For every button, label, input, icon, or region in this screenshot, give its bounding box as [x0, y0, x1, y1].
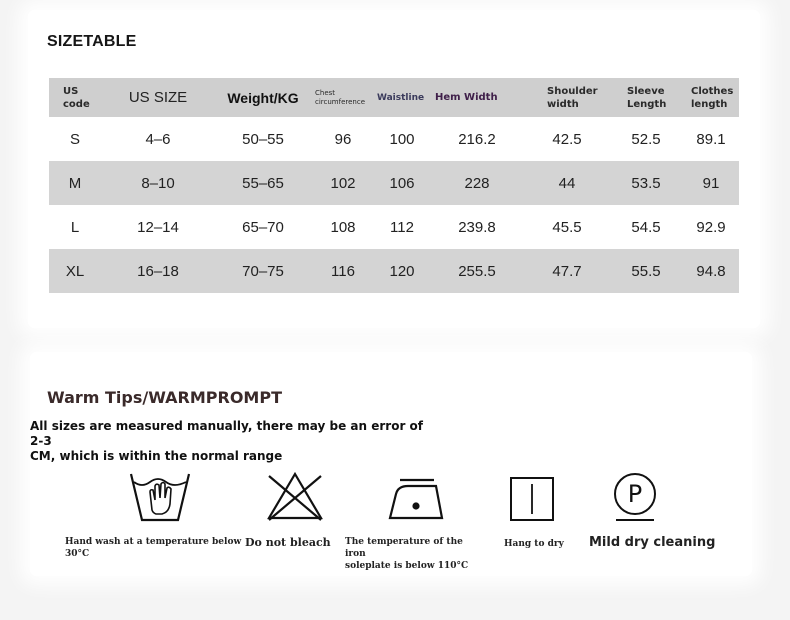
header-shoulder-width: Shoulder width	[547, 85, 598, 110]
header-us-size: US SIZE	[128, 89, 188, 106]
cell-us-size: 16–18	[137, 262, 179, 280]
dry-clean-symbol: P	[627, 480, 643, 508]
iron-icon	[386, 470, 448, 524]
header-hem-width: Hem Width	[435, 92, 498, 103]
cell-hem: 216.2	[458, 130, 496, 148]
hang-dry-icon	[508, 470, 556, 524]
cell-us-size: 8–10	[141, 174, 175, 192]
header-sleeve-length: Sleeve Length	[627, 85, 667, 110]
cell-sleeve: 55.5	[631, 262, 661, 280]
cell-chest: 102	[330, 174, 356, 192]
measurement-note: All sizes are measured manually, there may be an error of 2-3 CM, which is within the normal range	[30, 419, 423, 463]
hand-wash-label: Hand wash at a temperature below 30°C	[65, 537, 242, 559]
cell-weight: 50–55	[242, 130, 284, 148]
cell-chest: 108	[330, 218, 356, 236]
cell-us-size: 4–6	[145, 130, 171, 148]
hang-dry-label: Hang to dry	[504, 539, 564, 549]
header-weight: Weight/KG	[227, 89, 299, 106]
header-us-code: US code	[63, 85, 90, 110]
no-bleach-label: Do not bleach	[245, 536, 331, 549]
cell-hem: 228	[464, 174, 490, 192]
cell-sleeve: 52.5	[631, 130, 661, 148]
cell-shoulder: 47.7	[552, 262, 582, 280]
cell-waist: 100	[389, 130, 415, 148]
cell-length: 91	[702, 174, 720, 192]
cell-chest: 116	[331, 262, 355, 280]
cell-hem: 255.5	[458, 262, 496, 280]
cell-weight: 55–65	[242, 174, 284, 192]
header-waistline: Waistline	[377, 92, 425, 103]
cell-shoulder: 44	[558, 174, 576, 192]
table-row	[49, 161, 739, 205]
size-table-title: SIZETABLE	[47, 33, 137, 50]
header-chest: Chest circumference	[315, 88, 366, 106]
hand-wash-icon	[128, 470, 192, 524]
size-table	[49, 78, 739, 293]
header-clothes-length: Clothes length	[691, 85, 734, 110]
cell-waist: 106	[389, 174, 415, 192]
table-row	[49, 117, 739, 161]
cell-code: S	[69, 130, 80, 148]
dry-clean-label: Mild dry cleaning	[589, 535, 716, 550]
cell-length: 89.1	[696, 130, 726, 148]
cell-hem: 239.8	[458, 218, 496, 236]
cell-weight: 65–70	[242, 218, 284, 236]
cell-length: 92.9	[696, 218, 726, 236]
cell-shoulder: 42.5	[552, 130, 582, 148]
table-row	[49, 249, 739, 293]
cell-us-size: 12–14	[137, 218, 179, 236]
cell-code: L	[70, 218, 80, 236]
cell-waist: 112	[390, 218, 414, 236]
cell-waist: 120	[389, 262, 415, 280]
cell-weight: 70–75	[242, 262, 284, 280]
iron-label: The temperature of the iron soleplate is below 110°C	[345, 537, 469, 571]
cell-length: 94.8	[696, 262, 726, 280]
cell-code: XL	[65, 262, 85, 280]
table-row	[49, 205, 739, 249]
cell-shoulder: 45.5	[552, 218, 582, 236]
cell-code: M	[68, 174, 82, 192]
dry-clean-icon	[610, 470, 660, 524]
no-bleach-icon	[265, 470, 325, 524]
table-header-row	[49, 78, 739, 117]
warm-tips-title: Warm Tips/WARMPROMPT	[47, 388, 282, 407]
cell-sleeve: 53.5	[631, 174, 661, 192]
cell-chest: 96	[334, 130, 352, 148]
cell-sleeve: 54.5	[631, 218, 661, 236]
